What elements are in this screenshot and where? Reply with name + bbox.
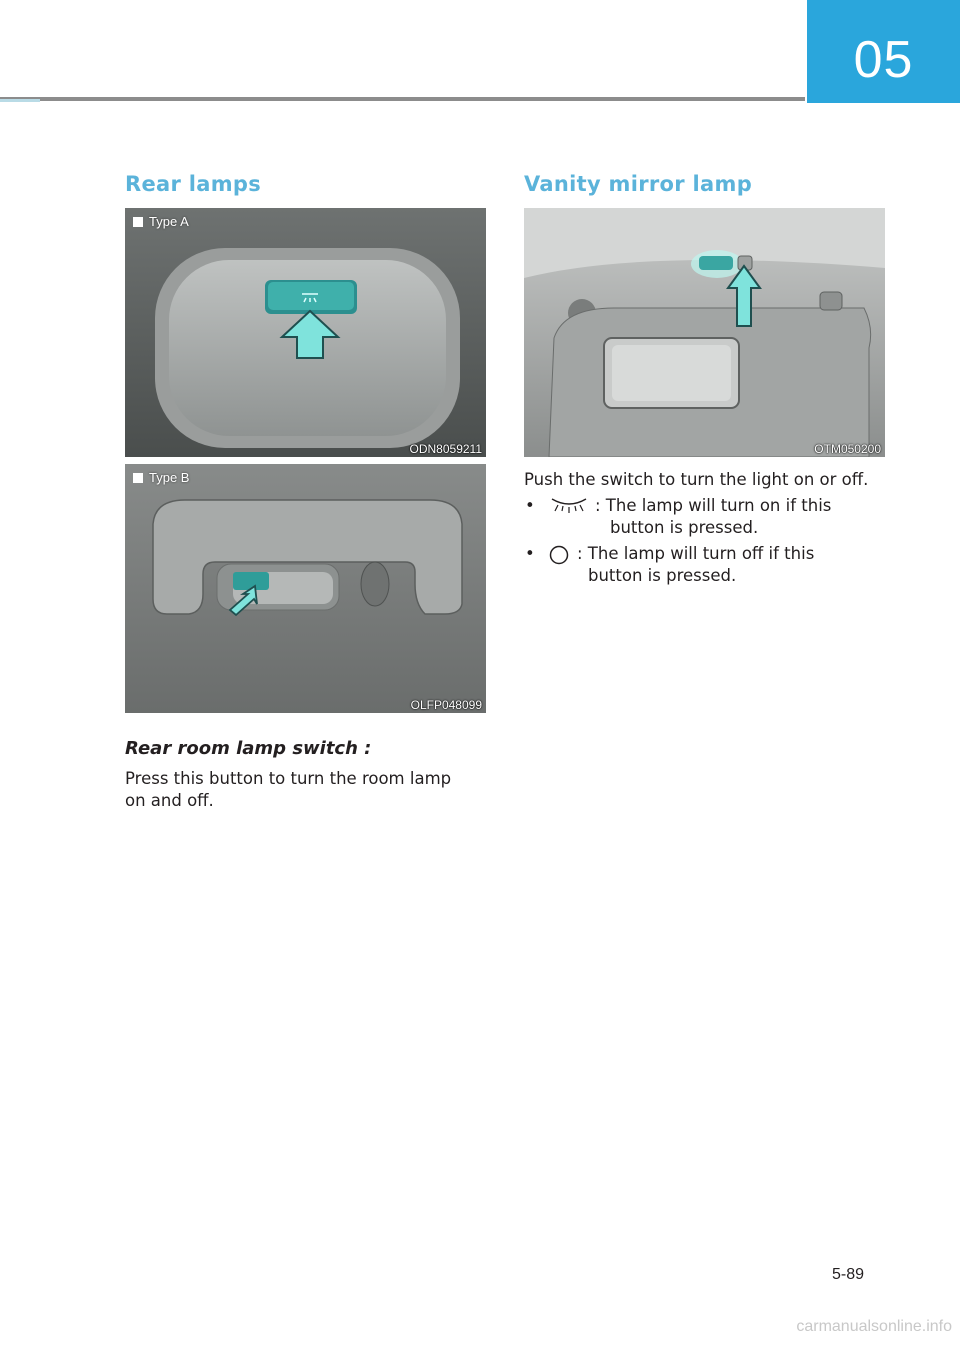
figure-type-a — [125, 208, 486, 457]
bullet-lamp-on-line2: button is pressed. — [610, 518, 759, 537]
header-rule-accent — [0, 99, 40, 102]
page-number: 5-89 — [831, 1266, 864, 1283]
watermark: carmanualsonline.info — [796, 1318, 952, 1335]
bullet-lamp-off-line1: : The lamp will turn off if this — [577, 544, 815, 563]
rear-lamps-title: Rear lamps — [125, 172, 262, 196]
chapter-tab — [807, 0, 960, 103]
bullet-lamp-on — [525, 495, 885, 539]
type-a-label — [133, 214, 189, 229]
chapter-number: 05 — [853, 31, 914, 89]
bullet-dot: • — [525, 496, 535, 515]
bullet-lamp-off-line2: button is pressed. — [588, 566, 737, 585]
bullet-lamp-on-line1: : The lamp will turn on if this — [595, 496, 832, 515]
figure-type-b — [125, 464, 486, 713]
type-b-text: Type B — [149, 470, 190, 485]
header-rule — [0, 97, 805, 101]
bullet-lamp-off — [525, 543, 885, 587]
vanity-intro: Push the switch to turn the light on or off. — [524, 470, 869, 489]
lamp-off-icon — [547, 545, 571, 565]
type-a-text: Type A — [149, 214, 189, 229]
figure-a-code: ODN8059211 — [409, 442, 482, 456]
figure-vanity-mirror — [524, 208, 885, 457]
figure-vanity-code: OTM050200 — [814, 442, 881, 456]
type-b-label — [133, 470, 189, 485]
type-b-square-icon — [133, 473, 143, 483]
type-a-illustration — [125, 208, 486, 457]
vanity-mirror-illustration — [524, 208, 885, 457]
bullet-dot: • — [525, 544, 535, 563]
lamp-on-icon — [547, 497, 591, 513]
figure-b-code: OLFP048099 — [410, 698, 482, 712]
vanity-mirror-lamp-title: Vanity mirror lamp — [524, 172, 753, 196]
rear-room-lamp-switch-heading: Rear room lamp switch : — [125, 738, 372, 759]
type-a-square-icon — [133, 217, 143, 227]
type-b-illustration — [125, 464, 486, 713]
rear-room-lamp-description-line2: on and off. — [125, 791, 214, 810]
rear-room-lamp-description-line1: Press this button to turn the room lamp — [125, 769, 452, 788]
